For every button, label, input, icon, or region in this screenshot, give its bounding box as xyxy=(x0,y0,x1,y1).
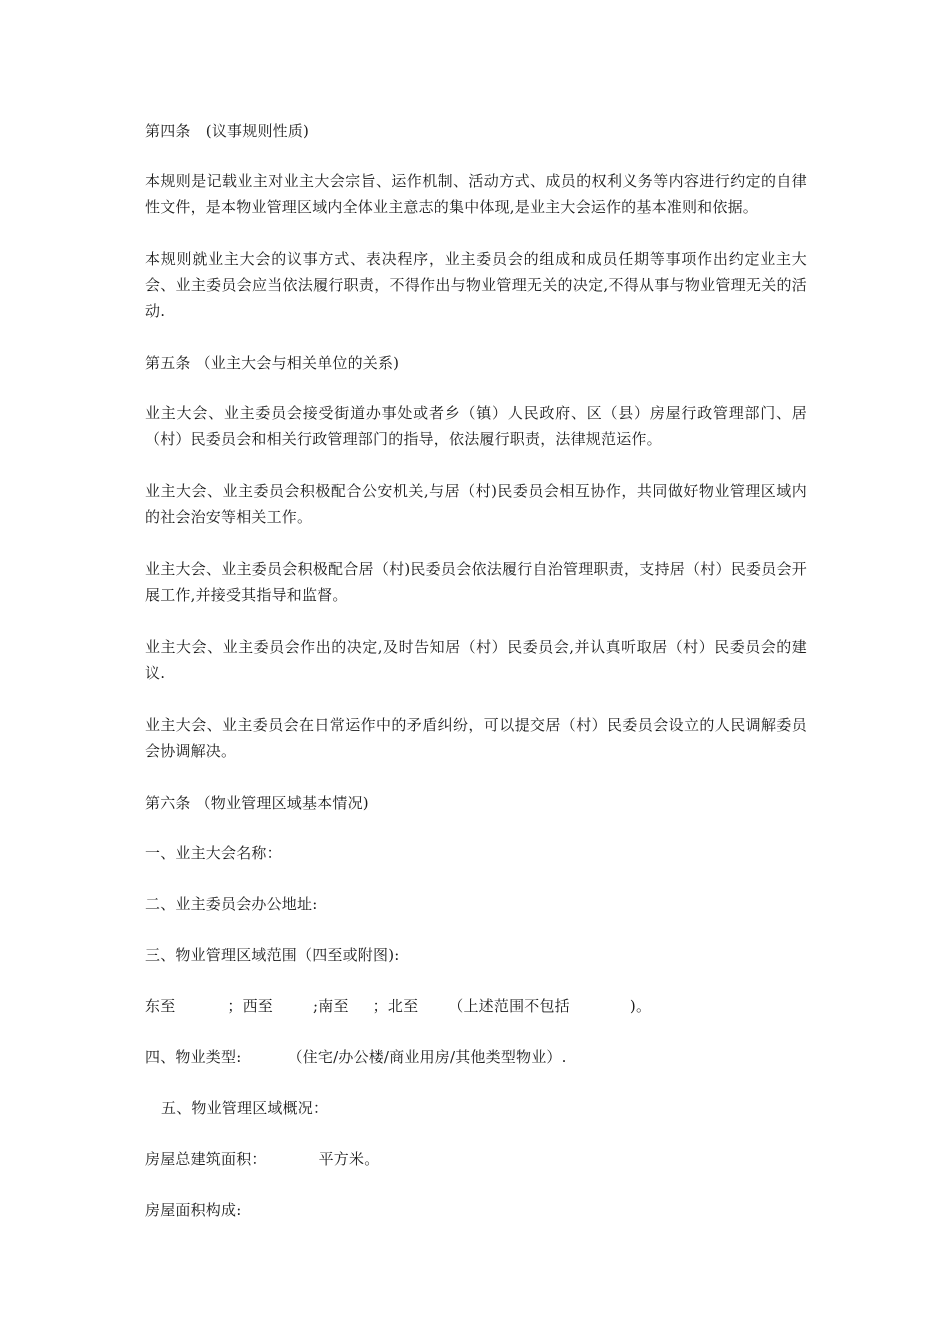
boundary-separator-2: ； xyxy=(372,997,388,1015)
area-overview-heading: 五、物业管理区域概况： xyxy=(161,1099,329,1117)
property-type-line xyxy=(145,1044,807,1070)
article6-heading: 第六条 （物业管理区域基本情况) xyxy=(145,794,369,812)
committee-office-address-field: 二、业主委员会办公地址: xyxy=(145,895,318,913)
management-area-scope-field: 三、物业管理区域范围（四至或附图): xyxy=(145,946,400,964)
property-type-options: （住宅/办公楼/商业用房/其他类型物业）. xyxy=(287,1048,567,1066)
property-type-label: 四、物业类型: xyxy=(145,1048,242,1066)
boundary-exclusion-close: )。 xyxy=(629,997,652,1015)
article5-paragraph-1: 业主大会、业主委员会接受街道办事处或者乡（镇）人民政府、区（县）房屋行政管理部门、居（村）民委员会和相关行政管理部门的指导，依法履行职责，法律规范运作。 xyxy=(145,404,807,448)
total-floor-area-label: 房屋总建筑面积： xyxy=(145,1150,267,1168)
article4-paragraph-2: 本规则就业主大会的议事方式、表决程序，业主委员会的组成和成员任期等事项作出约定业主大会、业主委员会应当依法履行职责，不得作出与物业管理无关的决定,不得从事与物业管理无关的活动. xyxy=(145,250,807,320)
boundary-west: 西至 xyxy=(242,997,274,1015)
boundary-exclusion-open: （上述范围不包括 xyxy=(448,997,570,1015)
document-page xyxy=(145,118,807,1248)
floor-area-composition-label: 房屋面积构成: xyxy=(145,1201,242,1219)
article5-paragraph-5: 业主大会、业主委员会在日常运作中的矛盾纠纷，可以提交居（村）民委员会设立的人民调解委员会协调解决。 xyxy=(145,716,807,760)
owners-assembly-name-field: 一、业主大会名称： xyxy=(145,844,282,862)
article4-heading: 第四条 (议事规则性质) xyxy=(145,122,310,140)
article5-paragraph-3: 业主大会、业主委员会积极配合居（村)民委员会依法履行自治管理职责，支持居（村）民委员会开展工作,并接受其指导和监督。 xyxy=(145,560,807,604)
total-floor-area-line xyxy=(145,1146,807,1172)
article5-paragraph-2: 业主大会、业主委员会积极配合公安机关,与居（村)民委员会相互协作，共同做好物业管理区域内的社会治安等相关工作。 xyxy=(145,482,807,526)
total-floor-area-unit: 平方米。 xyxy=(318,1150,380,1168)
boundary-east: 东至 xyxy=(145,997,176,1015)
boundary-north: 北至 xyxy=(387,997,419,1015)
article4-paragraph-1: 本规则是记载业主对业主大会宗旨、运作机制、活动方式、成员的权利义务等内容进行约定的自律性文件，是本物业管理区域内全体业主意志的集中体现,是业主大会运作的基本准则和依据。 xyxy=(145,172,807,216)
boundary-south: ;南至 xyxy=(313,997,349,1015)
boundary-line xyxy=(145,993,807,1019)
article5-paragraph-4: 业主大会、业主委员会作出的决定,及时告知居（村）民委员会,并认真听取居（村）民委员会的建议. xyxy=(145,638,807,682)
article5-heading: 第五条 （业主大会与相关单位的关系) xyxy=(145,354,400,372)
boundary-separator-1: ； xyxy=(227,997,243,1015)
